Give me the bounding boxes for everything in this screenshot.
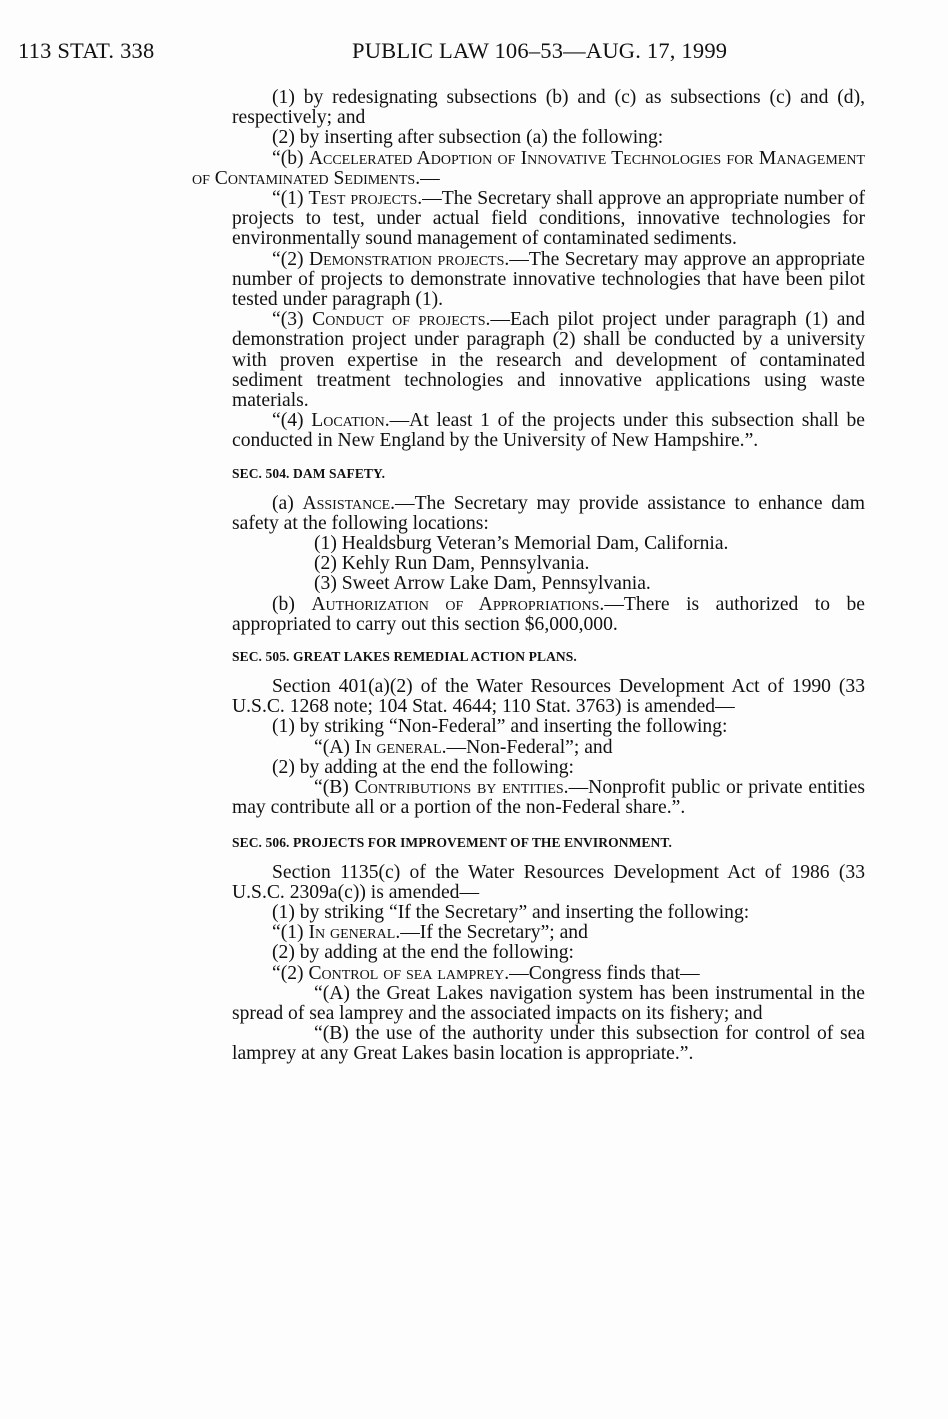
amendment-item-2: (2) by inserting after subsection (a) the following: — [272, 127, 664, 149]
public-law-reference: PUBLIC LAW 106–53—AUG. 17, 1999 — [352, 38, 728, 63]
dam-list-item: (3) Sweet Arrow Lake Dam, Pennsylvania. — [314, 573, 651, 595]
page-header — [18, 38, 918, 68]
paragraph-location: “(4) Location.—At least 1 of the projects under this subsection shall be conducted in New England by the University of New Hampshire.”. — [232, 410, 865, 452]
finding-b: “(B) the use of the authority under this subsection for control of sea lamprey at any Great Lakes basin location is appropriate.”. — [232, 1023, 865, 1065]
section-506-heading: SEC. 506. PROJECTS FOR IMPROVEMENT OF THE ENVIRONMENT. — [232, 834, 672, 850]
dam-list-item: (2) Kehly Run Dam, Pennsylvania. — [314, 553, 590, 575]
section-506-insert-1: “(1) In general.—If the Secretary”; and — [272, 922, 588, 944]
section-506-item-2: (2) by adding at the end the following: — [272, 942, 575, 964]
section-505-item-1: (1) by striking “Non-Federal” and inserting the following: — [272, 716, 728, 738]
section-506-intro: Section 1135(c) of the Water Resources Development Act of 1986 (33 U.S.C. 2309a(c)) is amended— — [232, 861, 865, 903]
section-506-insert-2: “(2) Control of sea lamprey.—Congress finds that— — [272, 962, 700, 984]
section-505-insert-a: “(A) In general.—Non-Federal”; and — [314, 736, 613, 758]
subsection-b-heading: “(b) Accelerated Adoption of Innovative Technologies for Management of Contaminated Sediments.— — [192, 147, 865, 189]
paragraph-conduct-of-projects: “(3) Conduct of projects.—Each pilot project under paragraph (1) and demonstration project under paragraph (2) shall be conducted by a university with proven expertise in the research and development of contaminated sediment treatment technologies and innovative applications using waste materials. — [232, 309, 865, 412]
paragraph-test-projects: “(1) Test projects.—The Secretary shall approve an appropriate number of projects to test, under actual field conditions, innovative technologies for environmentally sound management of contaminated sediments. — [232, 188, 865, 250]
subsection-assistance: (a) Assistance.—The Secretary may provide assistance to enhance dam safety at the following locations: — [232, 492, 865, 534]
amendment-item-1: (1) by redesignating subsections (b) and (c) as subsections (c) and (d), respectively; and — [232, 87, 865, 129]
section-504-heading: SEC. 504. DAM SAFETY. — [232, 465, 386, 481]
paragraph-demonstration-projects: “(2) Demonstration projects.—The Secretary may approve an appropriate number of projects to demonstrate innovative technologies that have been pilot tested under paragraph (1). — [232, 248, 865, 311]
section-505-insert-b: “(B) Contributions by entities.—Nonprofit public or private entities may contribute all or a portion of the non-Federal share.”. — [232, 777, 865, 819]
section-505-intro: Section 401(a)(2) of the Water Resources Development Act of 1990 (33 U.S.C. 1268 note; 104 Stat. 4644; 110 Stat. 3763) is amended— — [232, 676, 865, 718]
dam-list-item: (1) Healdsburg Veteran’s Memorial Dam, California. — [314, 533, 729, 555]
subsection-authorization: (b) Authorization of Appropriations.—There is authorized to be appropriated to carry out this section $6,000,000. — [232, 593, 865, 635]
page-body — [192, 87, 865, 1065]
section-505-heading: SEC. 505. GREAT LAKES REMEDIAL ACTION PLANS. — [232, 649, 577, 665]
stat-reference: 113 STAT. 338 — [18, 38, 155, 63]
section-506-item-1: (1) by striking “If the Secretary” and inserting the following: — [272, 901, 750, 923]
section-505-item-2: (2) by adding at the end the following: — [272, 756, 575, 778]
finding-a: “(A) the Great Lakes navigation system has been instrumental in the spread of sea lamprey and the associated impacts on its fishery; and — [232, 982, 865, 1024]
